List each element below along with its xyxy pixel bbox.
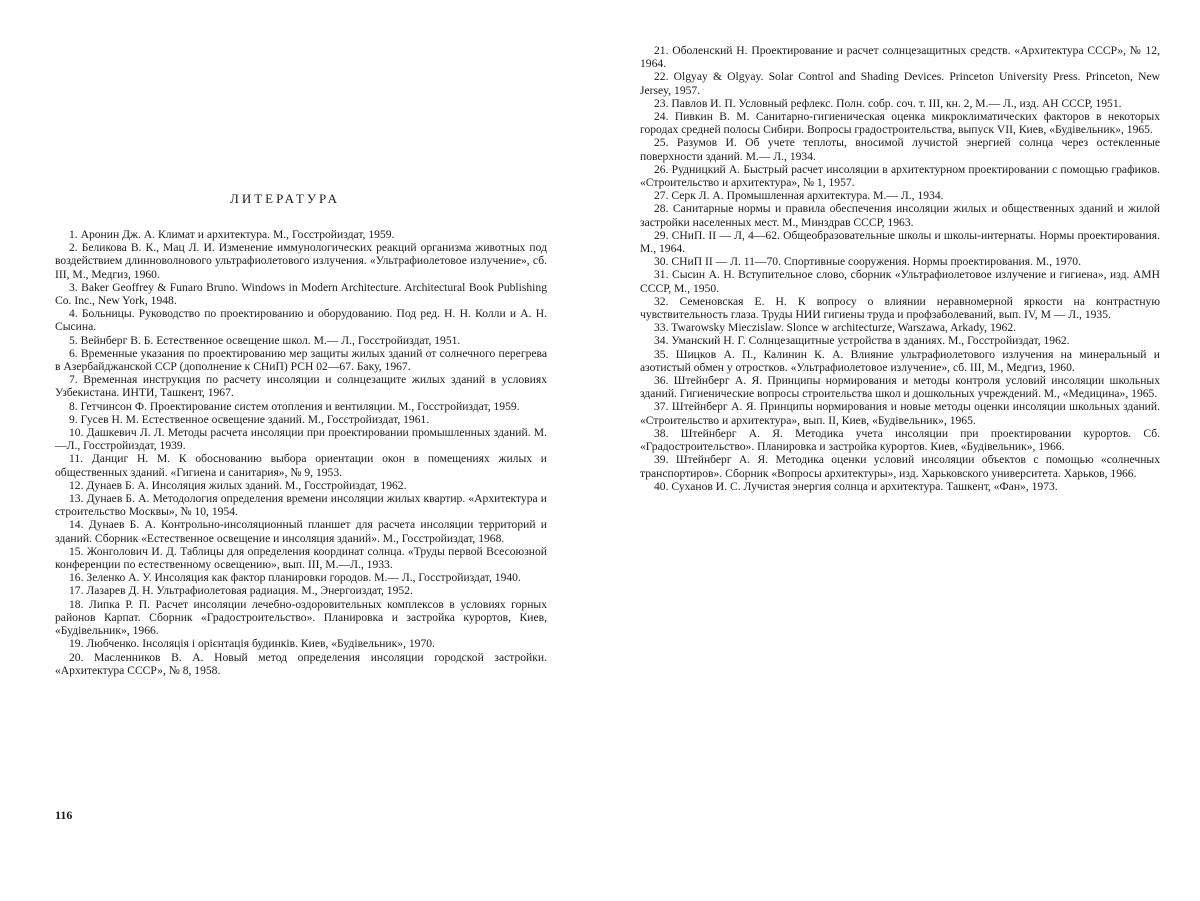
- reference-list-left: [55, 228, 547, 677]
- reference-item: 8. Гетчинсон Ф. Проектирование систем отопления и вентиляции. М., Госстройиздат, 1959.: [69, 399, 520, 413]
- reference-item: 12. Дунаев Б. А. Инсоляция жилых зданий. М., Госстройиздат, 1962.: [69, 478, 407, 492]
- reference-item: 25. Разумов И. Об учете теплоты, вносимой лучистой энергией солнца через остекленные поверхности зданий. М.— Л., 1934.: [640, 136, 1160, 163]
- reference-item: 22. Olgyay & Olgyay. Solar Control and Shading Devices. Princeton University Press. Princeton, New Jersey, 1957.: [640, 70, 1160, 97]
- page-number: 116: [55, 808, 73, 822]
- reference-item: 18. Липка Р. П. Расчет инсоляции лечебно-оздоровительных комплексов в условиях горных районов Карпат. Сборник «Градостроительство». Планировка и застройка курортов, Киев, «Будівельник», 1966.: [55, 597, 547, 638]
- reference-item: 36. Штейнберг А. Я. Принципы нормирования и методы контроля условий инсоляции школьных зданий. Гигиенические вопросы строительства школ и дошкольных учреждений. М., «Медицина», 1965.: [640, 374, 1160, 401]
- reference-item: 20. Масленников В. А. Новый метод определения инсоляции городской застройки. «Архитектура СССР», № 8, 1958.: [55, 650, 547, 677]
- reference-item: 26. Рудницкий А. Быстрый расчет инсоляции в архитектурном проектировании с помощью графиков. «Строительство и архитектура», № 1, 1957.: [640, 162, 1160, 190]
- reference-item: 2. Беликова В. К., Мац Л. И. Изменение иммунологических реакций организма животных под воздействием длинноволнового ультрафиолетового излучения. «Ультрафиолетовое излучение», сб. III, М., Медгиз, 1960.: [55, 241, 547, 281]
- reference-item: 29. СНиП. II — Л, 4—62. Общеобразовательные школы и школы-интернаты. Нормы проектирования. М., 1964.: [640, 228, 1160, 256]
- reference-list-right: [640, 44, 1160, 493]
- reference-item: 40. Суханов И. С. Лучистая энергия солнца и архитектура. Ташкент, «Фан», 1973.: [654, 479, 1058, 493]
- reference-item: 21. Оболенский Н. Проектирование и расчет солнцезащитных средств. «Архитектура СССР», № 12, 1964.: [640, 44, 1160, 71]
- reference-item: 33. Twarowsky Mieczislaw. Slonce w architecturze, Warszawa, Arkady, 1962.: [654, 321, 1017, 335]
- reference-item: 7. Временная инструкция по расчету инсоляции и солнцезащите жилых зданий в условиях Узбекистана. ИНТИ, Ташкент, 1967.: [55, 373, 547, 400]
- reference-item: 32. Семеновская Е. Н. К вопросу о влиянии неравномерной яркости на контрастную чувствительность глаза. Труды НИИ гигиены труда и профзаболеваний, вып. IV, М — Л., 1935.: [640, 294, 1160, 322]
- page-heading: ЛИТЕРАТУРА: [230, 191, 340, 206]
- reference-item: 28. Санитарные нормы и правила обеспечения инсоляции жилых и общественных зданий и жилой застройки населенных мест. М., Минздрав СССР, 1963.: [640, 202, 1160, 229]
- reference-item: 39. Штейнберг А. Я. Методика оценки условий инсоляции объектов с помощью «солнечных транспортиров». Сборник «Вопросы архитектуры», изд. Харьковского университета. Харьков, 1966.: [640, 453, 1160, 480]
- reference-item: 19. Любченко. Інсоляція і орієнтація будинків. Киев, «Будівельник», 1970.: [69, 637, 435, 651]
- reference-item: 15. Жонголович И. Д. Таблицы для определения координат солнца. «Труды первой Всесоюзной конференции по естественному освещению», вып. III, М.—Л., 1933.: [55, 544, 547, 572]
- reference-item: 31. Сысин А. Н. Вступительное слово, сборник «Ультрафиолетовое излучение и гигиена», изд. АМН СССР, М., 1950.: [640, 268, 1160, 295]
- reference-item: 5. Вейнберг В. Б. Естественное освещение школ. М.— Л., Госстройиздат, 1951.: [69, 333, 461, 347]
- reference-item: 17. Лазарев Д. Н. Ультрафиолетовая радиация. М., Энергоиздат, 1952.: [69, 584, 413, 598]
- reference-item: 11. Данциг Н. М. К обоснованию выбора ориентации окон в помещениях жилых и общественных зданий. «Гигиена и санитария», № 9, 1953.: [55, 452, 547, 479]
- reference-item: 24. Пивкин В. М. Санитарно-гигиеническая оценка микроклиматических факторов в некоторых городах средней полосы Сибири. Вопросы градостроительства, выпуск VII, Киев, «Будівельник», 1965.: [640, 110, 1160, 137]
- reference-item: 9. Гусев Н. М. Естественное освещение зданий. М., Госстройиздат, 1961.: [69, 412, 430, 426]
- reference-item: 34. Уманский Н. Г. Солнцезащитные устройства в зданиях. М., Госстройиздат, 1962.: [654, 334, 1070, 348]
- reference-item: 10. Дашкевич Л. Л. Методы расчета инсоляции при проектировании промышленных зданий. М.—Л., Госстройиздат, 1939.: [55, 426, 547, 453]
- reference-item: 14. Дунаев Б. А. Контрольно-инсоляционный планшет для расчета инсоляции территорий и зданий. Сборник «Естественное освещение и инсоляция зданий». М., Госстройиздат, 1968.: [55, 518, 547, 545]
- reference-item: 13. Дунаев Б. А. Методология определения времени инсоляции жилых квартир. «Архитектура и строительство Москвы», № 10, 1954.: [55, 492, 547, 519]
- reference-item: 23. Павлов И. П. Условный рефлекс. Полн. собр. соч. т. III, кн. 2, М.— Л., изд. АН СССР, 1951.: [654, 96, 1122, 110]
- reference-item: 4. Больницы. Руководство по проектированию и оборудованию. Под ред. Н. Н. Колли и А. Н. Сысина.: [55, 307, 547, 334]
- reference-item: 30. СНиП II — Л. 11—70. Спортивные сооружения. Нормы проектирования. М., 1970.: [654, 255, 1081, 269]
- reference-item: 3. Baker Geoffrey & Funaro Bruno. Windows in Modern Architecture. Architectural Book Publishing Co. Inc., New York, 1948.: [55, 280, 547, 308]
- reference-item: 37. Штейнберг А. Я. Принципы нормирования и новые методы оценки инсоляции школьных зданий. «Строительство и архитектура», вып. II, Киев, «Будівельник», 1965.: [640, 400, 1160, 427]
- reference-item: 35. Шицков А. П., Калинин К. А. Влияние ультрафиолетового излучения на минеральный и азотистый обмен у отростков. «Ультрафиолетовое излучение», сб. III, М., Медгиз, 1960.: [640, 347, 1160, 374]
- reference-item: 6. Временные указания по проектированию мер защиты жилых зданий от солнечного перегрева в Азербайджанской ССР (дополнение к СНиП) РСН 02—67. Баку, 1967.: [55, 346, 547, 374]
- reference-item: 1. Аронин Дж. А. Климат и архитектура. М., Госстройиздат, 1959.: [69, 228, 395, 241]
- reference-item: 27. Серк Л. А. Промышленная архитектура. М.— Л., 1934.: [654, 189, 944, 203]
- reference-item: 38. Штейнберг А. Я. Методика учета инсоляции при проектировании курортов. Сб. «Градостроительство». Планировка и застройка курортов. Киев, «Будівельник», 1966.: [640, 426, 1160, 454]
- reference-item: 16. Зеленко А. У. Инсоляция как фактор планировки городов. М.— Л., Госстройиздат, 1940.: [69, 571, 521, 585]
